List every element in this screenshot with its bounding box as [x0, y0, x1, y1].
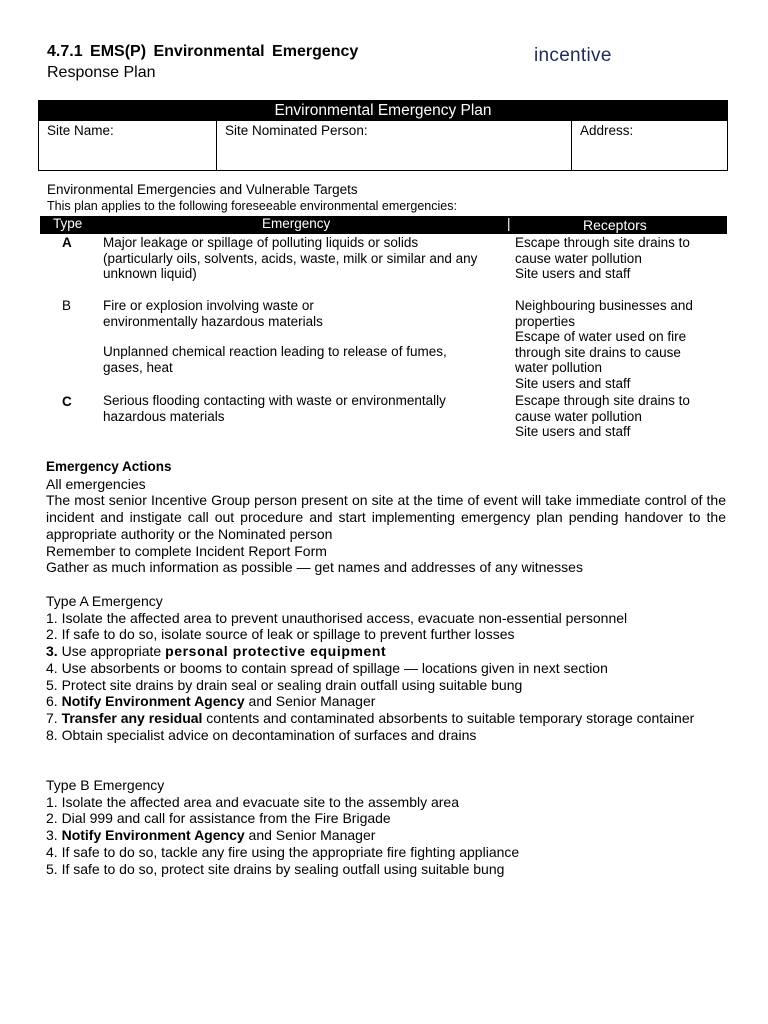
row-b-receptor-line: Site users and staff [515, 375, 631, 391]
row-c-emergency-line: hazardous materials [103, 408, 225, 424]
row-b-receptors [515, 298, 693, 391]
row-a-emergency-line: unknown liquid) [103, 266, 197, 281]
type-a-step: 1. Isolate the affected area to prevent unauthorised access, evacuate non-essential personnel [46, 609, 628, 626]
targets-subtitle: This plan applies to the following foreseeable environmental emergencies: [47, 199, 457, 213]
col-receptors-header: Receptors [583, 217, 647, 233]
brand-logo: incentive [534, 45, 612, 66]
type-a-title: Type A Emergency [46, 593, 163, 609]
type-b-step: 2. Dial 999 and call for assistance from the Fire Brigade [46, 810, 391, 827]
plan-fields-row [39, 121, 727, 170]
type-a-step: 6. Notify Environment Agency and Senior Manager [46, 693, 376, 710]
actions-title: Emergency Actions [46, 459, 172, 474]
type-a-step: 2. If safe to do so, isolate source of leak or spillage to prevent further losses [46, 626, 515, 643]
type-b-section [46, 777, 726, 877]
address-label: Address: [580, 123, 634, 138]
row-a-emergency [103, 235, 477, 282]
row-a-type: A [62, 235, 72, 250]
row-b-emergency-line: Fire or explosion involving waste or [103, 298, 314, 313]
row-a-receptor-line: Escape through site drains to [515, 235, 690, 250]
address-field[interactable] [572, 121, 727, 170]
actions-remember: Remember to complete Incident Report Form [46, 542, 327, 559]
row-b-emergency [103, 298, 323, 329]
row-c-type: C [62, 394, 72, 409]
plan-table [38, 100, 728, 171]
row-b-receptor-line: Neighbouring businesses and [515, 298, 693, 313]
type-b-title: Type B Emergency [46, 777, 165, 793]
row-c-receptor-line: cause water pollution [515, 408, 642, 424]
type-a-step: 4. Use absorbents or booms to contain spread of spillage — locations given in next section [46, 659, 608, 676]
row-a-emergency-line: Major leakage or spillage of polluting liquids or solids [103, 235, 419, 250]
row-b-receptor-line: water pollution [515, 360, 603, 375]
site-name-field[interactable] [39, 121, 217, 170]
row-a-receptors [515, 235, 690, 282]
row-b-emergency-line: gases, heat [103, 359, 173, 375]
row-c-receptor-line: Site users and staff [515, 424, 631, 439]
actions-paragraph: The most senior Incentive Group person present on site at the time of event will take immediate control of the incident and instigate call out procedure and start implementing emergency plan pending handover to the appropriate authority or the Nominated person [46, 492, 726, 542]
header-separator: | [507, 216, 511, 231]
col-emergency-header: Emergency [262, 216, 331, 231]
type-a-step: 5. Protect site drains by drain seal or sealing drain outfall using suitable bung [46, 676, 523, 693]
col-type-header: Type [53, 216, 83, 231]
type-b-step: 1. Isolate the affected area and evacuate site to the assembly area [46, 793, 460, 810]
row-c-receptor-line: Escape through site drains to [515, 393, 690, 408]
type-b-step: 4. If safe to do so, tackle any fire using the appropriate fire fighting appliance [46, 843, 520, 860]
row-b-receptor-line: through site drains to cause [515, 344, 681, 360]
targets-title: Environmental Emergencies and Vulnerable Targets [47, 182, 358, 197]
row-a-receptor-line: Site users and staff [515, 266, 631, 281]
type-a-section [46, 593, 726, 743]
type-b-step: 5. If safe to do so, protect site drains by sealing outfall using suitable bung [46, 860, 505, 877]
actions-gather: Gather as much information as possible — get names and addresses of any witnesses [46, 559, 583, 576]
plan-heading: Environmental Emergency Plan [39, 101, 727, 121]
row-b-receptor-line: properties [515, 313, 576, 329]
site-name-label: Site Name: [47, 123, 114, 138]
row-c-receptors [515, 393, 690, 440]
document-subtitle: Response Plan [47, 64, 156, 81]
row-c-emergency-line: Serious flooding contacting with waste or environmentally [103, 393, 446, 408]
nominated-person-field[interactable] [217, 121, 572, 170]
row-b-emergency-line: environmentally hazardous materials [103, 313, 323, 329]
row-b-receptor-line: Escape of water used on fire [515, 329, 687, 344]
all-emergencies-title: All emergencies [46, 475, 146, 492]
type-a-step: 3. Use appropriate personal protective equipment [46, 643, 387, 660]
document-title: 4.7.1 EMS(P) Environmental Emergency [47, 43, 359, 60]
row-c-emergency [103, 393, 446, 424]
type-b-step: 3. Notify Environment Agency and Senior Manager [46, 827, 376, 844]
row-b-emergency-2 [103, 344, 447, 375]
type-a-step: 8. Obtain specialist advice on decontamination of surfaces and drains [46, 726, 477, 743]
targets-table-header [40, 216, 727, 234]
row-a-emergency-line: (particularly oils, solvents, acids, waste, milk or similar and any [103, 250, 478, 266]
type-a-step: 7. Transfer any residual contents and contaminated absorbents to suitable temporary storage container [46, 709, 695, 726]
row-a-receptor-line: cause water pollution [515, 250, 642, 266]
nominated-person-label: Site Nominated Person: [225, 123, 368, 138]
row-b-emergency-line: Unplanned chemical reaction leading to release of fumes, [103, 344, 447, 359]
emergency-actions [46, 459, 726, 576]
row-b-type: B [62, 298, 72, 313]
